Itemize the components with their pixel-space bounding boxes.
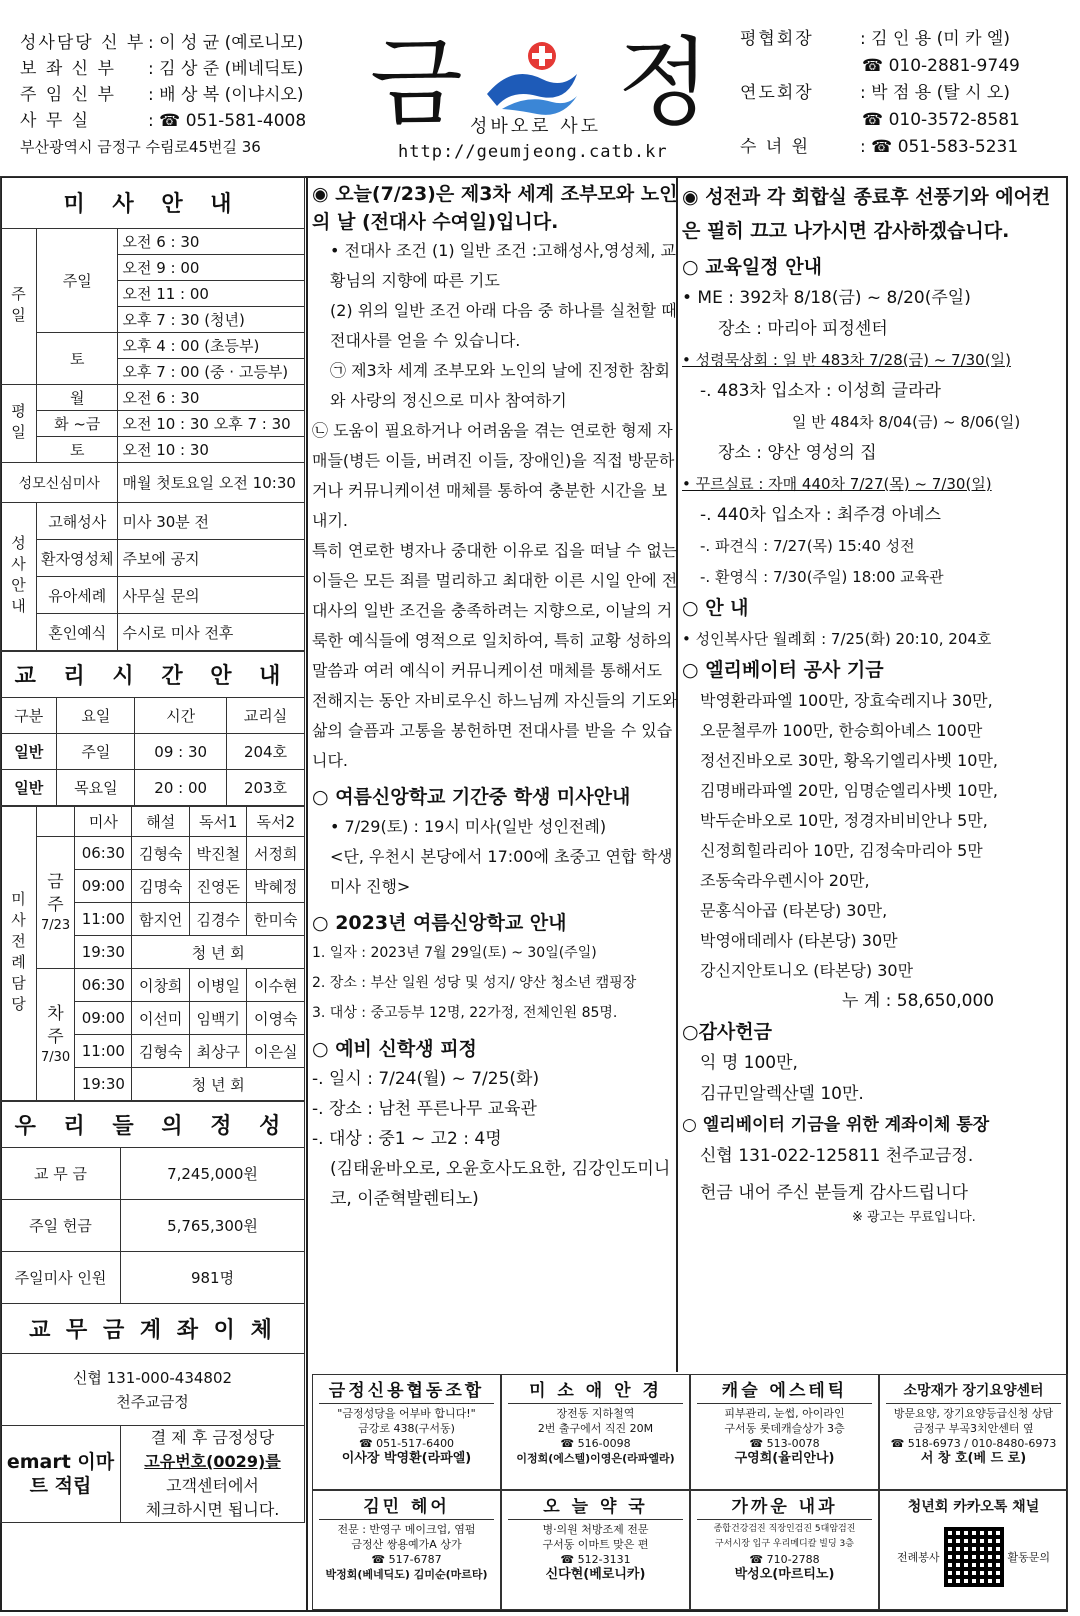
notice-body: 장소 : 마리아 피정센터 (718, 319, 888, 339)
mass-time: 오전 9 : 00 (118, 255, 305, 281)
notice-body: • ME : 392차 8/18(금) ~ 8/20(주일) (682, 288, 971, 308)
catechism-cell: 09 : 30 (135, 734, 227, 770)
account-title: 교 무 금 계 좌 이 체 (1, 1304, 305, 1354)
liturgy-time: 11:00 (75, 1035, 132, 1068)
liturgy-header: 독서2 (247, 807, 305, 837)
catechism-header: 교리실 (227, 698, 305, 734)
notice-body: 1. 일자 : 2023년 7월 29일(토) ~ 30일(주일) (312, 945, 597, 961)
notice-body: 3. 대상 : 중고등부 12명, 22가정, 전체인원 85명. (312, 1005, 618, 1021)
notice-body: -. 대상 : 중1 ~ 고2 : 4명 (312, 1129, 502, 1149)
saturday-label: 토 (37, 333, 118, 385)
ad-note: ※ 광고는 무료입니다. (852, 1210, 976, 1225)
this-week-label: 금주 7/23 (37, 837, 75, 969)
notice-title: ○ 2023년 여름신앙학교 안내 (312, 912, 567, 934)
notice-body: 장소 : 양산 영성의 집 (718, 443, 877, 463)
ad-box: 소망재가 장기요양센터 방문요양, 장기요양등급신청 상담 금정구 부곡3치안센터 옆 ☎ 518-6973 / 010-8480-6973 서 창 호(베 드 로) (879, 1374, 1068, 1490)
account-info: 신협 131-000-434802 천주교금정 (1, 1354, 305, 1426)
liturgy-time: 19:30 (75, 1068, 132, 1101)
notice-body: -. 파견식 : 7/27(목) 15:40 성전 (700, 537, 915, 555)
catechism-header: 구분 (1, 698, 57, 734)
weekday-label: 토 (37, 437, 118, 463)
council-tel: ☎ 010-3572-8581 (862, 110, 1020, 130)
notice-title: ○ 여름신앙학교 기간중 학생 미사안내 (312, 786, 631, 808)
mass-time: 오전 6 : 30 (118, 385, 305, 411)
liturgy-time: 19:30 (75, 936, 132, 969)
liturgy-cell: 이은실 (247, 1035, 305, 1068)
thanks-note: 헌금 내어 주신 분들게 감사드립니다 (700, 1183, 968, 1203)
notice-body: ㉡ 도움이 필요하거나 어려움을 겪는 연로한 형제 자매들(병든 이들, 버려진 이들, 장애인)을 직접 방문하거나 커뮤니케이션 매체를 통하여 충분한 시간을 보내기. (312, 421, 675, 530)
liturgy-cell: 이창희 (132, 969, 190, 1002)
offering-value: 7,245,000원 (121, 1148, 305, 1200)
liturgy-cell: 임백기 (189, 1002, 247, 1035)
bulletin-subtitle: 성바오로 사도 (470, 116, 602, 137)
liturgy-cell: 최상구 (189, 1035, 247, 1068)
liturgy-cell: 이선미 (132, 1002, 190, 1035)
parish-url[interactable]: http://geumjeong.catb.kr (398, 142, 668, 162)
emart-label: emart 이마트 적립 (1, 1426, 121, 1523)
notice-title: ○ 예비 신학생 피정 (312, 1038, 477, 1060)
catechism-header: 요일 (57, 698, 135, 734)
sacrament-value: 사무실 문의 (118, 577, 305, 614)
liturgy-cell: 김형숙 (132, 1035, 190, 1068)
right-column (682, 180, 1068, 1227)
clergy-row: 사 무 실 : ☎ 051-581-4008 (20, 111, 307, 131)
weekday-label: 화 ~금 (37, 411, 118, 437)
weekday-label: 월 (37, 385, 118, 411)
title-left-char: 금 (370, 27, 463, 139)
liturgy-table (0, 806, 305, 1101)
left-column (0, 176, 305, 1523)
mary-mass-time: 매월 첫토요일 오전 10:30 (118, 463, 305, 503)
notice-title: ○감사헌금 (682, 1021, 772, 1043)
sunday-label: 주일 (37, 229, 118, 333)
liturgy-cell: 청 년 회 (132, 936, 305, 969)
clergy-row: 성사담당 신 부 : 이 성 균 (예로니모) (20, 33, 304, 53)
notice-body: (2) 위의 일반 조건 아래 다음 중 하나를 실천할 때 전대사를 얻을 수 있습니다. (330, 301, 677, 350)
donation-total: 누 계 : 58,650,000 (842, 991, 995, 1011)
council-row: 연도회장 : 박 점 용 (탈 시 오) (740, 83, 1010, 103)
sacrament-label: 고해성사 (37, 503, 118, 540)
liturgy-cell: 청 년 회 (132, 1068, 305, 1101)
sacrament-group-label: 성사안내 (1, 503, 37, 651)
emart-info: 결 제 후 금정성당 고유번호(0029)를 고객센터에서 체크하시면 됩니다. (121, 1426, 305, 1523)
liturgy-cell: 이수현 (247, 969, 305, 1002)
liturgy-cell: 이영숙 (247, 1002, 305, 1035)
council-tel: ☎ 010-2881-9749 (862, 56, 1020, 76)
column-divider (306, 176, 308, 1612)
notice-body: 특히 연로한 병자나 중대한 이유로 집을 떠날 수 없는 이들은 모든 죄를 멀리하고 최대한 이른 시일 안에 전대사의 일반 조건을 충족하려는 지향으로, 이날의 거룩한 예식들에 영적으로 일치하여, 특히 교황 성하의 말씀과 여러 예식이 커뮤니케이션 매체를 통해서도 전해지는 동안 자비로우신 하느님께 자신들의 기도와 삶의 슬픔과 고통을 봉헌하면 전대사를 받을 수 있습니다. (312, 541, 678, 770)
liturgy-cell: 김형숙 (132, 837, 190, 870)
mass-time: 오후 7 : 30 (청년) (118, 307, 305, 333)
liturgy-cell: 김경수 (189, 903, 247, 936)
notice-body: <단, 우천시 본당에서 17:00에 초중고 연합 학생 미사 진행> (330, 847, 673, 896)
ad-box: 오 늘 약 국 병·의원 처방조제 전문 구서동 이마트 맞은 편 ☎ 512-3131 신다현(베로니카) (501, 1490, 690, 1610)
offering-table (0, 1101, 305, 1523)
liturgy-header: 해설 (132, 807, 190, 837)
sacrament-value: 수시로 미사 전후 (118, 614, 305, 651)
liturgy-cell: 이병일 (189, 969, 247, 1002)
notice-body: -. 환영식 : 7/30(주일) 18:00 교육관 (700, 568, 944, 586)
liturgy-cell: 서정희 (247, 837, 305, 870)
liturgy-header: 독서1 (189, 807, 247, 837)
liturgy-cell: 박진철 (189, 837, 247, 870)
ad-grid (312, 1374, 1068, 1612)
clergy-row: 주 임 신 부 : 배 상 복 (이냐시오) (20, 85, 304, 105)
notice-title: ○ 엘리베이터 기금을 위한 계좌이체 통장 (682, 1115, 990, 1135)
liturgy-cell: 김명숙 (132, 870, 190, 903)
council-row: 평협회장 : 김 인 용 (미 카 엘) (740, 29, 1010, 49)
liturgy-cell: 박혜정 (247, 870, 305, 903)
offering-label: 주일 헌금 (1, 1200, 121, 1252)
council-row: 수 녀 원 : ☎ 051-583-5231 (740, 137, 1019, 157)
header-council (740, 26, 1070, 161)
offering-label: 주일미사 인원 (1, 1252, 121, 1304)
next-week-label: 차주 7/30 (37, 969, 75, 1101)
liturgy-cell: 진영돈 (189, 870, 247, 903)
catechism-cell: 204호 (227, 734, 305, 770)
ad-box: 캐슬 에스테틱 피부관리, 눈썹, 아이라인 구서동 롯데캐슬상가 3층 ☎ 513-0078 구영희(율리안나) (690, 1374, 879, 1490)
notice-body: • 성인복사단 월례회 : 7/25(화) 20:10, 204호 (682, 630, 992, 648)
notice-body: -. 440차 입소자 : 최주경 아녜스 (700, 505, 941, 525)
mass-time: 오후 4 : 00 (초등부) (118, 333, 305, 359)
notice-body: 김규민알렉산델 10만. (700, 1084, 864, 1104)
ad-box-kakao: 청년회 카카오톡 채널 전례봉사 활동문의 (879, 1490, 1068, 1610)
catechism-header: 시간 (135, 698, 227, 734)
ad-box: 김민 헤어 전문 : 반영구 메이크업, 염펌 금정산 쌍용예가A 상가 ☎ 517-6787 박정회(베네딕도) 김미순(마르타) (312, 1490, 501, 1610)
liturgy-time: 06:30 (75, 837, 132, 870)
mass-schedule-table (0, 176, 305, 651)
offering-value: 5,765,300원 (121, 1200, 305, 1252)
notice-title: ○ 교육일정 안내 (682, 256, 822, 278)
header-clergy (20, 30, 340, 160)
liturgy-time: 09:00 (75, 1002, 132, 1035)
catechism-cell: 203호 (227, 770, 305, 806)
parish-address: 부산광역시 금정구 수림로45번길 36 (20, 138, 261, 156)
liturgy-cell: 함지언 (132, 903, 190, 936)
liturgy-time: 09:00 (75, 870, 132, 903)
liturgy-corner (37, 807, 75, 837)
donor-list: 박영환라파엘 100만, 장효숙레지나 30만, 오문철루까 100만, 한승희아녜스 100만 정선진바오로 30만, 황옥기엘리사벳 10만, 김명배라파엘 20만, 임명순엘리사벳 10만, 박두순바오로 10만, 정경자비비안나 5만, 신정희힐라리아 10만, 김정숙마리아 5만 조동숙라우렌시아 20만, 문홍식아곱 (타본당) 30만, 박영애데레사 (타본당) 30만 강신지안토니오 (타본당) 30만 (700, 691, 998, 980)
center-column (312, 180, 678, 1214)
liturgy-group-label: 미사전례담당 (1, 807, 37, 1101)
notice-body: 일 반 484차 8/04(금) ~ 8/06(일) (792, 413, 1021, 431)
liturgy-header: 미사 (75, 807, 132, 837)
mass-time: 오전 11 : 00 (118, 281, 305, 307)
notice-body: -. 장소 : 남천 푸른나무 교육관 (312, 1099, 537, 1119)
notice-body: (김태윤바오로, 오윤호사도요한, 김강인도미니코, 이준혁발렌티노) (330, 1159, 671, 1209)
weekday-group-label: 평일 (1, 385, 37, 463)
title-right-char: 정 (617, 27, 710, 139)
sacrament-label: 환자영성체 (37, 540, 118, 577)
notice-body: ㉠ 제3차 세계 조부모와 노인의 날에 진정한 참회와 사랑의 정신으로 미사 참여하기 (330, 361, 670, 410)
notice-title: ◉ 오늘(7/23)은 제3차 세계 조부모와 노인의 날 (전대사 수여일)입니다. (312, 183, 678, 233)
mass-time: 오후 7 : 00 (중 · 고등부) (118, 359, 305, 385)
mass-time: 오전 10 : 30 (118, 437, 305, 463)
bulletin-title (370, 20, 710, 170)
offering-title: 우 리 들 의 정 성 (1, 1102, 305, 1148)
notice-title: ○ 안 내 (682, 597, 749, 619)
mary-mass-label: 성모신심미사 (1, 463, 118, 503)
catechism-cell: 주일 (57, 734, 135, 770)
notice-title: ○ 엘리베이터 공사 기금 (682, 659, 884, 681)
catechism-cell: 20 : 00 (135, 770, 227, 806)
notice-body: • 꾸르실료 : 자매 440차 7/27(목) ~ 7/30(일) (682, 475, 992, 493)
sacrament-value: 주보에 공지 (118, 540, 305, 577)
catechism-cell: 일반 (1, 734, 57, 770)
qr-code-icon[interactable] (944, 1527, 1004, 1587)
mass-time: 오전 6 : 30 (118, 229, 305, 255)
liturgy-time: 06:30 (75, 969, 132, 1002)
sacrament-label: 유아세례 (37, 577, 118, 614)
ad-box: 가까운 내과 종합건강검진 직장인검진 5대암검진 구서시장 입구 우리메디칼 빌딩 3층 ☎ 710-2788 박성오(마르티노) (690, 1490, 879, 1610)
notice-body: • 7/29(토) : 19시 미사(일반 성인전례) (330, 817, 607, 836)
sacrament-value: 미사 30분 전 (118, 503, 305, 540)
liturgy-time: 11:00 (75, 903, 132, 936)
sacrament-label: 혼인예식 (37, 614, 118, 651)
liturgy-cell: 한미숙 (247, 903, 305, 936)
notice-body: 익 명 100만, (700, 1053, 798, 1073)
notice-body: -. 일시 : 7/24(월) ~ 7/25(화) (312, 1069, 540, 1089)
catechism-cell: 일반 (1, 770, 57, 806)
catechism-table (0, 651, 305, 806)
notice-body: • 전대사 조건 (1) 일반 조건 :고해성사,영성체, 교황님의 지향에 따른 기도 (330, 241, 677, 290)
mass-time: 오전 10 : 30 오후 7 : 30 (118, 411, 305, 437)
offering-value: 981명 (121, 1252, 305, 1304)
parish-logo-icon (482, 34, 582, 124)
mass-title: 미 사 안 내 (1, 177, 305, 229)
sunday-group-label: 주일 (1, 229, 37, 385)
account-number: 신협 131-022-125811 천주교금정. (700, 1146, 974, 1166)
catechism-cell: 목요일 (57, 770, 135, 806)
notice-body: -. 483차 입소자 : 이성희 글라라 (700, 381, 941, 401)
notice-body: • 성령묵상회 : 일 반 483차 7/28(금) ~ 7/30(일) (682, 351, 1011, 369)
notice-title: ◉ 성전과 각 회합실 종료후 선풍기와 에어컨은 필히 끄고 나가시면 감사하겠습니다. (682, 186, 1051, 242)
clergy-row: 보 좌 신 부 : 김 상 준 (베네딕토) (20, 59, 304, 79)
ad-box: 미 소 애 안 경 장전동 지하철역 2번 출구에서 직진 20M ☎ 516-0098 이정희(에스텔)이영은(라파엘라) (501, 1374, 690, 1490)
ad-box: 금정신용협동조합 "금정성당을 어부바 합니다!" 금강로 438(구서동) ☎ 051-517-6400 이사장 박영환(라파엘) (312, 1374, 501, 1490)
catechism-title: 교 리 시 간 안 내 (1, 652, 305, 698)
notice-body: 2. 장소 : 부산 일원 성당 및 성지/ 양산 청소년 캠핑장 (312, 975, 637, 991)
offering-label: 교 무 금 (1, 1148, 121, 1200)
